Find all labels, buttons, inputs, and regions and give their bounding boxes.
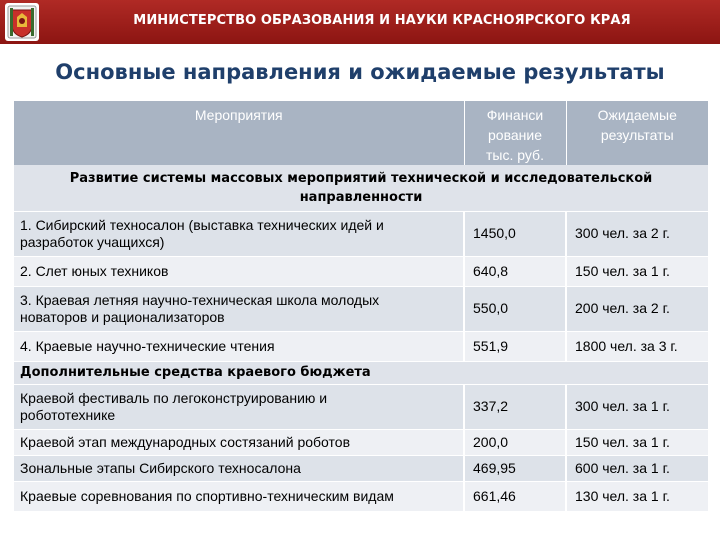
coat-of-arms-icon [5, 3, 39, 41]
result-value: 300 чел. за 1 г. [566, 384, 708, 429]
result-value: 200 чел. за 2 г. [566, 286, 708, 331]
column-header-events: Мероприятия [14, 101, 464, 165]
event-name: 1. Сибирский техносалон (выставка технических идей и разработок учащихся) [14, 211, 464, 256]
table-row [14, 384, 708, 429]
result-value: 1800 чел. за 3 г. [566, 331, 708, 361]
table-row [14, 331, 708, 361]
result-value: 150 чел. за 1 г. [566, 256, 708, 286]
section-title: Развитие системы массовых мероприятий технической и исследовательской направленности [14, 165, 708, 211]
table-row [14, 455, 708, 481]
result-value: 130 чел. за 1 г. [566, 481, 708, 511]
section-row-technical [14, 165, 708, 211]
funding-value: 661,46 [464, 481, 566, 511]
funding-value: 550,0 [464, 286, 566, 331]
funding-value: 640,8 [464, 256, 566, 286]
funding-value: 1450,0 [464, 211, 566, 256]
table-row [14, 211, 708, 256]
result-value: 300 чел. за 2 г. [566, 211, 708, 256]
header-bar [0, 0, 720, 44]
result-value: 600 чел. за 1 г. [566, 455, 708, 481]
column-header-results: Ожидаемые результаты [566, 101, 708, 165]
table-row [14, 481, 708, 511]
funding-value: 551,9 [464, 331, 566, 361]
funding-value: 337,2 [464, 384, 566, 429]
event-name: Краевые соревнования по спортивно-техническим видам [14, 481, 464, 511]
results-table [14, 101, 708, 512]
table-header-row [14, 101, 708, 165]
table-row [14, 256, 708, 286]
ministry-title: МИНИСТЕРСТВО ОБРАЗОВАНИЯ И НАУКИ КРАСНОЯРСКОГО КРАЯ [133, 13, 631, 28]
table-row [14, 286, 708, 331]
result-value: 150 чел. за 1 г. [566, 429, 708, 455]
event-name: Краевой этап международных состязаний роботов [14, 429, 464, 455]
event-name: Зональные этапы Сибирского техносалона [14, 455, 464, 481]
event-name: 2. Слет юных техников [14, 256, 464, 286]
page-title: Основные направления и ожидаемые результаты [55, 60, 665, 84]
funding-value: 200,0 [464, 429, 566, 455]
column-header-funding: Финанси рование тыс. руб. [464, 101, 566, 165]
event-name: Краевой фестиваль по легоконструированию и робототехнике [14, 384, 464, 429]
section-row-budget [14, 361, 708, 384]
section-title: Дополнительные средства краевого бюджета [14, 361, 708, 384]
event-name: 4. Краевые научно-технические чтения [14, 331, 464, 361]
event-name: 3. Краевая летняя научно-техническая школа молодых новаторов и рационализаторов [14, 286, 464, 331]
table-row [14, 429, 708, 455]
funding-value: 469,95 [464, 455, 566, 481]
